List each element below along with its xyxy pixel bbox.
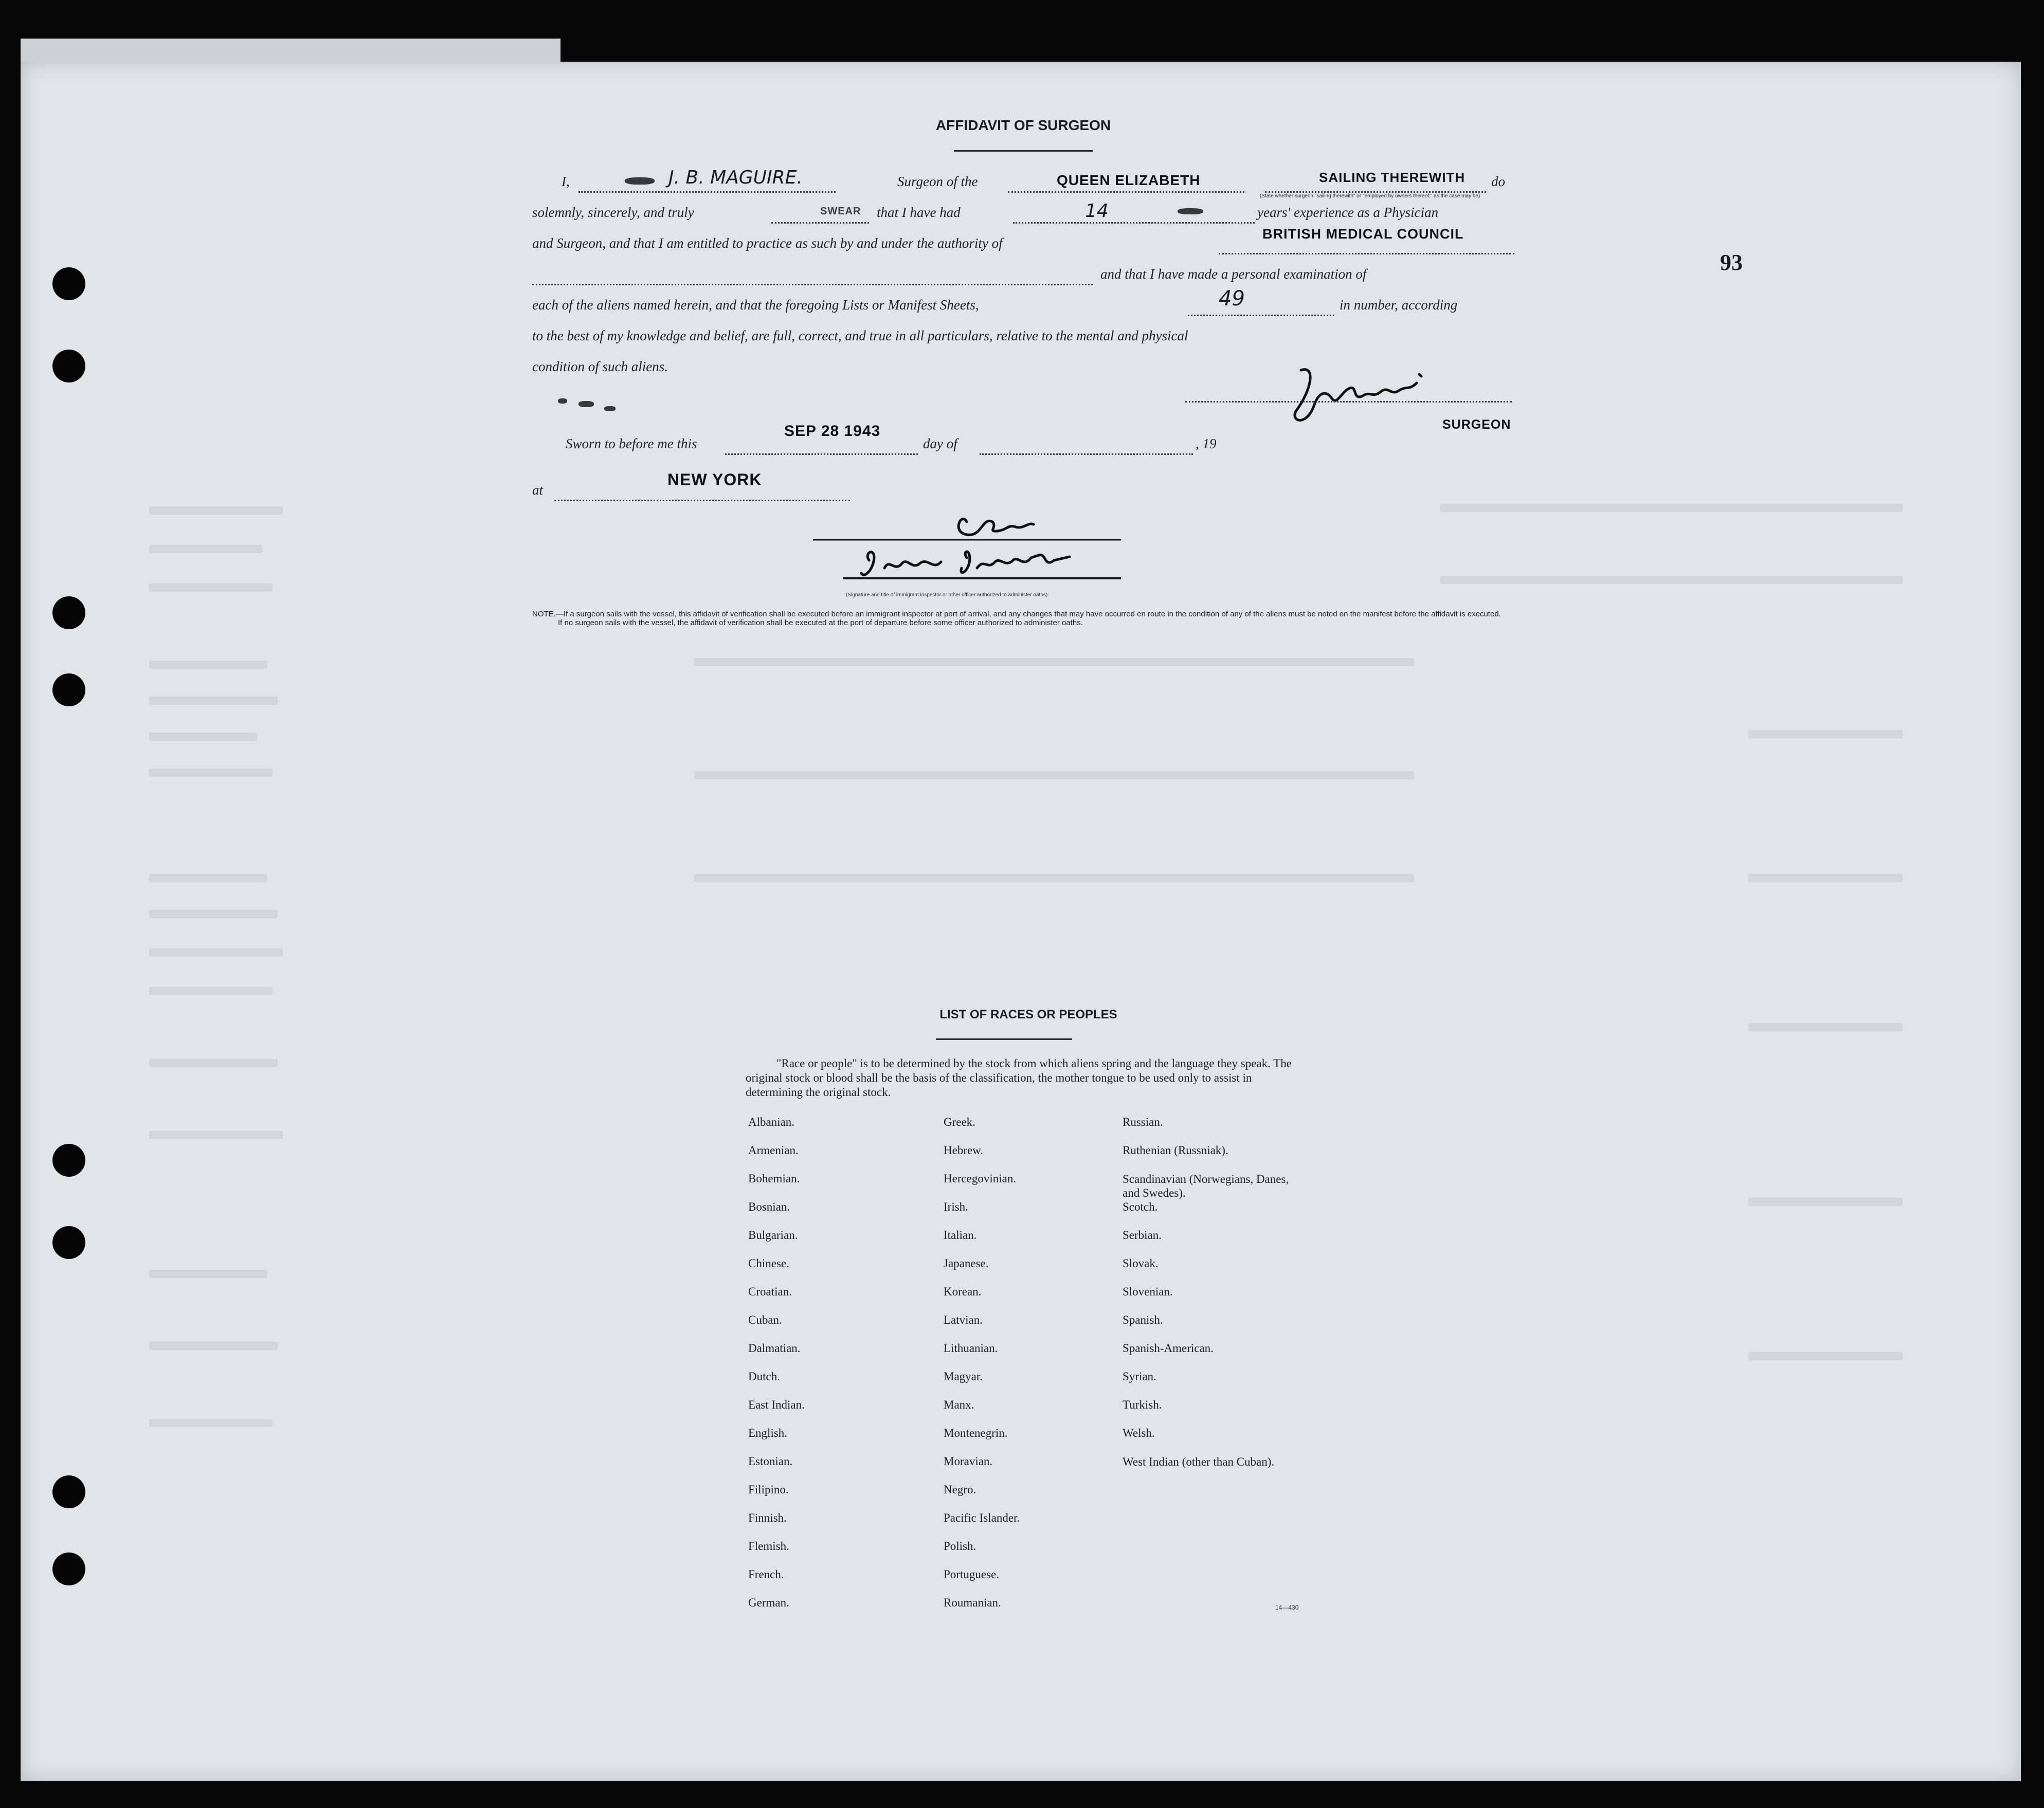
race-item: Chinese. xyxy=(748,1257,789,1270)
race-item: Albanian. xyxy=(748,1116,795,1128)
race-item: Magyar. xyxy=(944,1370,983,1383)
race-item: Latvian. xyxy=(944,1313,983,1326)
races-column-1 xyxy=(748,1116,805,1624)
fill-line xyxy=(578,191,836,193)
fill-line xyxy=(980,453,1193,455)
inspector-signature-label: (Signature and title of immigrant inspector or other officer authorized to administer oaths) xyxy=(846,592,1048,598)
races-intro xyxy=(746,1056,1311,1100)
form-number: 14—430 xyxy=(1275,1604,1299,1611)
races-intro-text: "Race or people" is to be determined by the stock from which aliens spring and the language they speak. The original stock or blood shall be the basis of the classification, the mother tongue to be used only to assist in determining the original stock. xyxy=(746,1057,1292,1099)
binder-hole xyxy=(52,1475,85,1508)
race-item: Korean. xyxy=(944,1285,982,1298)
line3-text: and Surgeon, and that I am entitled to practice as such by and under the authority of xyxy=(532,235,1003,251)
binder-hole xyxy=(52,673,85,706)
line4-text: and that I have made a personal examination of xyxy=(1100,266,1367,282)
fill-line xyxy=(1265,191,1486,193)
race-item: Flemish. xyxy=(748,1540,789,1553)
race-item: Finnish. xyxy=(748,1511,787,1524)
race-item: Welsh. xyxy=(1123,1427,1155,1439)
line5-text-b: in number, according xyxy=(1340,297,1458,313)
race-item: Croatian. xyxy=(748,1285,792,1298)
sworn-text-c: , 19 xyxy=(1196,436,1217,451)
race-item: Slovak. xyxy=(1123,1257,1159,1270)
sheets-handwritten: 49 xyxy=(1219,287,1245,311)
binder-hole xyxy=(52,1553,85,1585)
race-item: Bohemian. xyxy=(748,1172,800,1185)
race-item: Armenian. xyxy=(748,1144,799,1157)
note-block xyxy=(532,610,1520,627)
race-item: Negro. xyxy=(944,1483,976,1496)
binder-hole xyxy=(52,350,85,382)
title-underline xyxy=(954,150,1093,152)
line1-surgeon-of: Surgeon of the xyxy=(897,174,978,189)
line1-suffix: do xyxy=(1491,174,1505,189)
line1-prefix: I, xyxy=(562,174,570,189)
race-item: Manx. xyxy=(944,1398,974,1411)
race-item: Bulgarian. xyxy=(748,1229,798,1241)
ink-smudge xyxy=(625,177,655,185)
ink-smudge xyxy=(578,401,594,407)
fill-line xyxy=(1008,191,1244,193)
race-item: Italian. xyxy=(944,1229,977,1241)
fill-line xyxy=(725,453,918,455)
races-column-2 xyxy=(944,1116,1020,1624)
relation-hint: (State whether surgeon "sailing therewith" or "employed by owners thereof," as the case may be) xyxy=(1260,193,1480,199)
race-item: Hercegovinian. xyxy=(944,1172,1017,1185)
race-item: Scandinavian (Norwegians, Danes, and Swedes). xyxy=(1123,1173,1289,1199)
race-item: Roumanian. xyxy=(944,1596,1001,1609)
binder-hole xyxy=(52,1226,85,1259)
race-item: Russian. xyxy=(1123,1116,1163,1128)
binder-hole xyxy=(52,1144,85,1177)
line2-text-c: years' experience as a Physician xyxy=(1257,205,1439,220)
years-handwritten: 14 xyxy=(1085,200,1109,222)
race-item: Spanish. xyxy=(1123,1313,1163,1326)
race-item: Greek. xyxy=(944,1116,975,1128)
race-item: Spanish-American. xyxy=(1123,1342,1214,1355)
race-item: Slovenian. xyxy=(1123,1285,1173,1298)
authority-stamp: BRITISH MEDICAL COUNCIL xyxy=(1262,226,1464,242)
relation-stamp: SAILING THEREWITH xyxy=(1319,170,1466,185)
races-title-underline xyxy=(936,1038,1072,1040)
race-item: Moravian. xyxy=(944,1455,993,1468)
race-item: Dalmatian. xyxy=(748,1342,801,1355)
vessel-stamp: QUEEN ELIZABETH xyxy=(1057,172,1201,188)
race-item: Irish. xyxy=(944,1200,968,1213)
race-item: Turkish. xyxy=(1123,1398,1162,1411)
affidavit-title: AFFIDAVIT OF SURGEON xyxy=(935,117,1111,133)
race-item: East Indian. xyxy=(748,1398,805,1411)
page-number: 93 xyxy=(1720,250,1743,275)
note-line-1: NOTE.—If a surgeon sails with the vessel, this affidavit of verification shall be executed before an immigrant inspector at port of arrival, and any changes that may have occurred en route in the condition of any of the aliens must be noted on the manifest before the affidavit is executed. xyxy=(532,610,1501,618)
race-item: Lithuanian. xyxy=(944,1342,998,1355)
oath-stamp-struck: SWEAR xyxy=(820,206,861,217)
race-item: Bosnian. xyxy=(748,1200,790,1213)
line5-text-a: each of the aliens named herein, and that the foregoing Lists or Manifest Sheets, xyxy=(532,297,979,313)
surgeon-signature-line xyxy=(1185,401,1512,403)
fill-line xyxy=(1219,253,1514,254)
race-item: Estonian. xyxy=(748,1455,793,1468)
at-label: at xyxy=(532,482,544,498)
document-sheet xyxy=(21,62,2021,1781)
race-item: Portuguese. xyxy=(944,1568,999,1581)
races-column-3 xyxy=(1123,1116,1318,1483)
race-item: German. xyxy=(748,1596,789,1609)
race-item: Dutch. xyxy=(748,1370,780,1383)
race-item: Filipino. xyxy=(748,1483,789,1496)
race-item: Serbian. xyxy=(1123,1229,1162,1241)
date-stamp: SEP 28 1943 xyxy=(784,423,881,440)
fill-line xyxy=(771,222,869,224)
surgeon-name-handwritten: J. B. MAGUIRE. xyxy=(668,167,803,188)
line7-text: condition of such aliens. xyxy=(532,359,668,374)
inspector-signature xyxy=(812,506,1131,599)
surgeon-label: SURGEON xyxy=(1442,417,1511,432)
fill-line xyxy=(532,284,1093,285)
fill-line xyxy=(1188,315,1334,316)
binder-hole xyxy=(52,267,85,300)
races-title: LIST OF RACES OR PEOPLES xyxy=(939,1008,1117,1021)
ink-smudge xyxy=(1178,208,1203,214)
sworn-text-b: day of xyxy=(923,436,957,451)
race-item: French. xyxy=(748,1568,784,1581)
line2-text-a: solemnly, sincerely, and truly xyxy=(532,205,694,220)
ink-smudge xyxy=(604,406,616,411)
fill-line xyxy=(1013,222,1255,224)
race-item: West Indian (other than Cuban). xyxy=(1123,1455,1275,1468)
note-line-2: If no surgeon sails with the vessel, the affidavit of verification shall be executed at the port of departure before some officer authorized to administer oaths. xyxy=(558,618,1083,627)
ink-smudge xyxy=(558,398,567,404)
race-item: Syrian. xyxy=(1123,1370,1156,1383)
binder-hole xyxy=(52,596,85,629)
race-item: English. xyxy=(748,1427,788,1439)
race-item: Ruthenian (Russniak). xyxy=(1123,1144,1228,1157)
place-stamp: NEW YORK xyxy=(667,470,762,489)
race-item: Japanese. xyxy=(944,1257,989,1270)
line2-text-b: that I have had xyxy=(877,205,961,220)
race-item: Pacific Islander. xyxy=(944,1511,1020,1524)
race-item: Scotch. xyxy=(1123,1200,1158,1213)
line6-text: to the best of my knowledge and belief, are full, correct, and true in all particulars, relative to the mental and physical xyxy=(532,328,1188,343)
fill-line xyxy=(554,500,850,501)
race-item: Hebrew. xyxy=(944,1144,984,1157)
surgeon-signature xyxy=(1286,360,1440,437)
race-item: Montenegrin. xyxy=(944,1427,1008,1439)
sworn-text-a: Sworn to before me this xyxy=(566,436,697,451)
race-item: Polish. xyxy=(944,1540,976,1553)
race-item: Cuban. xyxy=(748,1313,782,1326)
